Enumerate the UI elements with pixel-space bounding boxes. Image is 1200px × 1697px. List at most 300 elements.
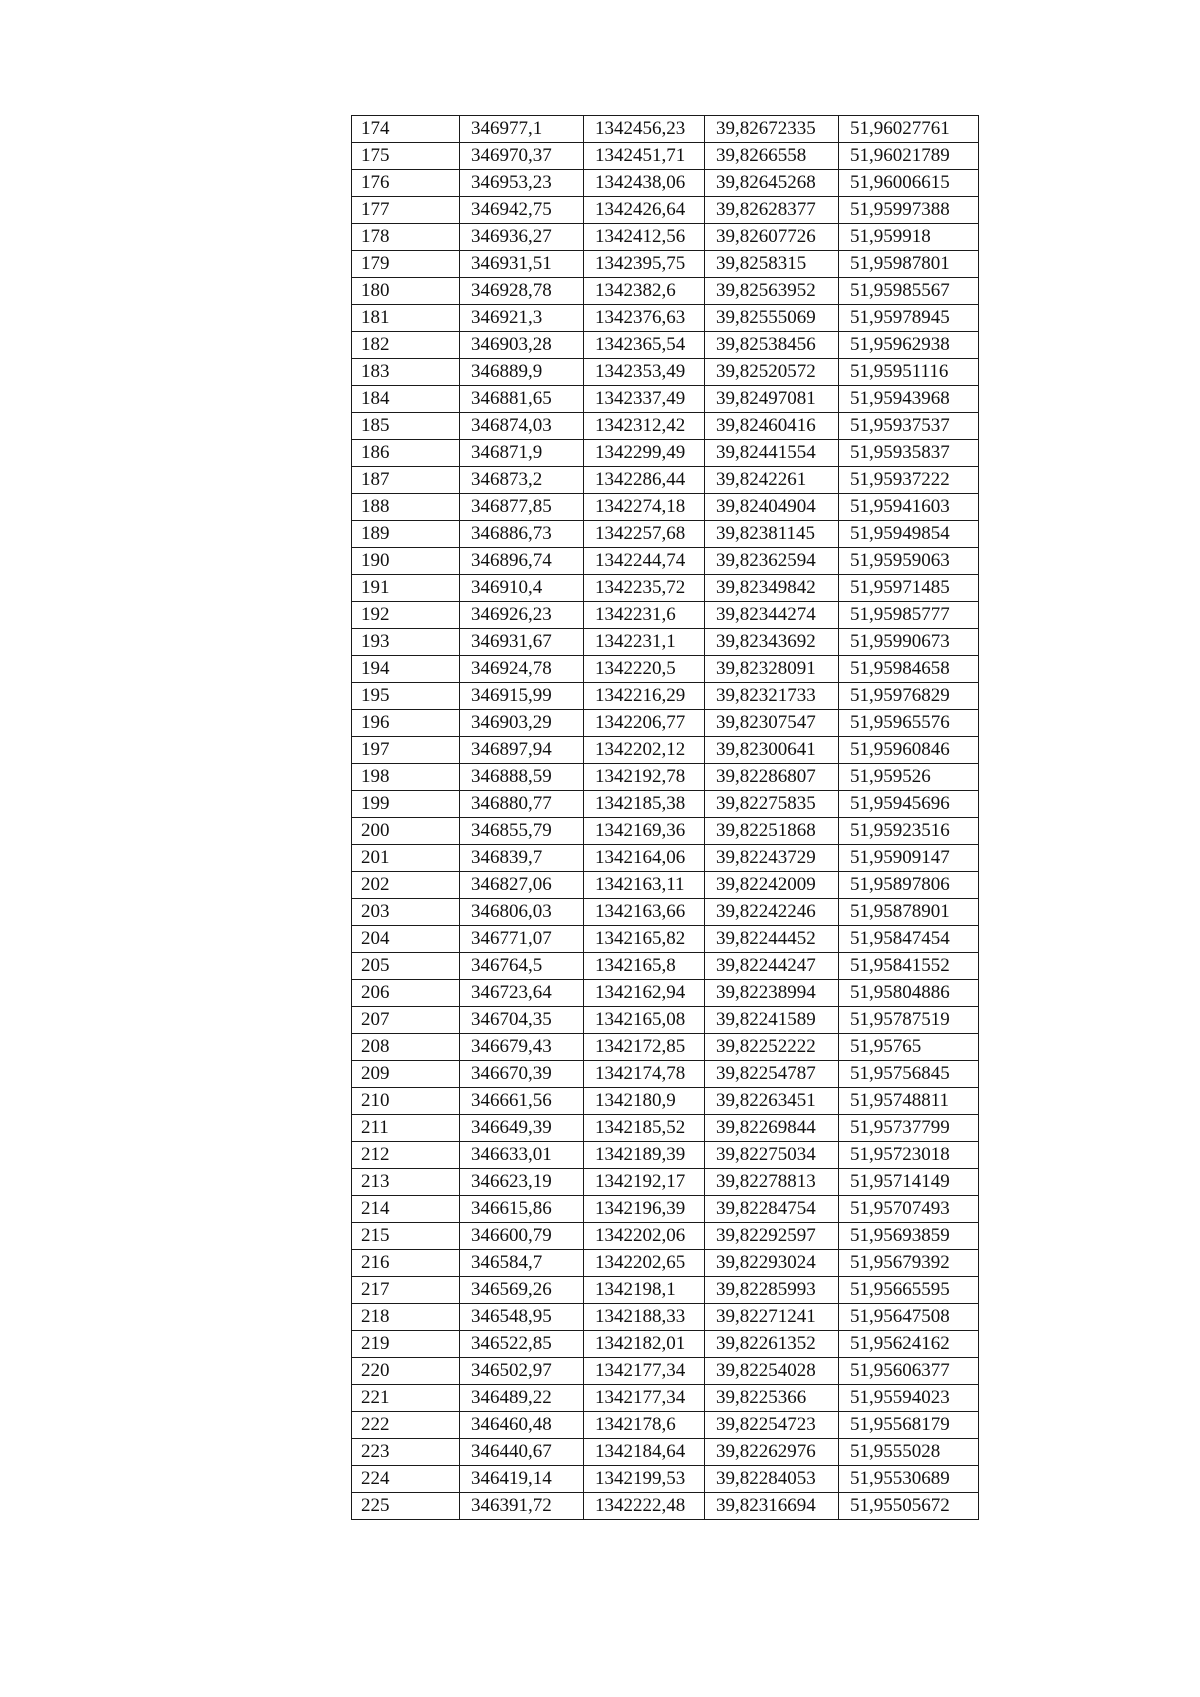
y-coordinate-cell: 1342220,5 [584,656,705,683]
y-coordinate-cell: 1342235,72 [584,575,705,602]
latitude-cell: 39,82349842 [705,575,839,602]
x-coordinate-cell: 346903,29 [460,710,584,737]
point-number-cell: 197 [352,737,460,764]
latitude-cell: 39,8225366 [705,1385,839,1412]
y-coordinate-cell: 1342412,56 [584,224,705,251]
longitude-cell: 51,96006615 [839,170,979,197]
table-row [352,251,979,278]
table-row [352,521,979,548]
longitude-cell: 51,959918 [839,224,979,251]
x-coordinate-cell: 346623,19 [460,1169,584,1196]
table-row [352,305,979,332]
longitude-cell: 51,95530689 [839,1466,979,1493]
table-row [352,818,979,845]
point-number-cell: 203 [352,899,460,926]
longitude-cell: 51,95976829 [839,683,979,710]
longitude-cell: 51,95665595 [839,1277,979,1304]
point-number-cell: 213 [352,1169,460,1196]
y-coordinate-cell: 1342286,44 [584,467,705,494]
longitude-cell: 51,95568179 [839,1412,979,1439]
longitude-cell: 51,95984658 [839,656,979,683]
point-number-cell: 183 [352,359,460,386]
x-coordinate-cell: 346670,39 [460,1061,584,1088]
x-coordinate-cell: 346928,78 [460,278,584,305]
x-coordinate-cell: 346873,2 [460,467,584,494]
table-row [352,926,979,953]
table-row [352,575,979,602]
table-row [352,683,979,710]
latitude-cell: 39,82271241 [705,1304,839,1331]
y-coordinate-cell: 1342337,49 [584,386,705,413]
latitude-cell: 39,82243729 [705,845,839,872]
point-number-cell: 219 [352,1331,460,1358]
latitude-cell: 39,82520572 [705,359,839,386]
table-row [352,602,979,629]
latitude-cell: 39,82607726 [705,224,839,251]
latitude-cell: 39,8266558 [705,143,839,170]
latitude-cell: 39,82328091 [705,656,839,683]
longitude-cell: 51,96021789 [839,143,979,170]
latitude-cell: 39,82316694 [705,1493,839,1520]
x-coordinate-cell: 346764,5 [460,953,584,980]
point-number-cell: 214 [352,1196,460,1223]
latitude-cell: 39,82460416 [705,413,839,440]
point-number-cell: 212 [352,1142,460,1169]
longitude-cell: 51,95693859 [839,1223,979,1250]
y-coordinate-cell: 1342165,82 [584,926,705,953]
longitude-cell: 51,95505672 [839,1493,979,1520]
table-row [352,1142,979,1169]
point-number-cell: 181 [352,305,460,332]
table-row [352,1304,979,1331]
x-coordinate-cell: 346839,7 [460,845,584,872]
table-row [352,359,979,386]
longitude-cell: 51,95960846 [839,737,979,764]
point-number-cell: 222 [352,1412,460,1439]
latitude-cell: 39,82344274 [705,602,839,629]
point-number-cell: 208 [352,1034,460,1061]
coordinates-table [351,115,979,1520]
latitude-cell: 39,82242009 [705,872,839,899]
y-coordinate-cell: 1342178,6 [584,1412,705,1439]
latitude-cell: 39,82563952 [705,278,839,305]
latitude-cell: 39,82275034 [705,1142,839,1169]
x-coordinate-cell: 346874,03 [460,413,584,440]
longitude-cell: 51,95878901 [839,899,979,926]
longitude-cell: 51,95985567 [839,278,979,305]
point-number-cell: 192 [352,602,460,629]
longitude-cell: 51,95990673 [839,629,979,656]
y-coordinate-cell: 1342199,53 [584,1466,705,1493]
latitude-cell: 39,82251868 [705,818,839,845]
point-number-cell: 179 [352,251,460,278]
y-coordinate-cell: 1342231,1 [584,629,705,656]
y-coordinate-cell: 1342382,6 [584,278,705,305]
longitude-cell: 51,95714149 [839,1169,979,1196]
table-row [352,413,979,440]
y-coordinate-cell: 1342312,42 [584,413,705,440]
table-row [352,629,979,656]
point-number-cell: 190 [352,548,460,575]
point-number-cell: 184 [352,386,460,413]
point-number-cell: 217 [352,1277,460,1304]
y-coordinate-cell: 1342163,11 [584,872,705,899]
y-coordinate-cell: 1342198,1 [584,1277,705,1304]
table-row [352,845,979,872]
x-coordinate-cell: 346880,77 [460,791,584,818]
y-coordinate-cell: 1342184,64 [584,1439,705,1466]
longitude-cell: 51,9555028 [839,1439,979,1466]
y-coordinate-cell: 1342189,39 [584,1142,705,1169]
longitude-cell: 51,95937222 [839,467,979,494]
x-coordinate-cell: 346977,1 [460,116,584,143]
longitude-cell: 51,95987801 [839,251,979,278]
latitude-cell: 39,82275835 [705,791,839,818]
longitude-cell: 51,95923516 [839,818,979,845]
point-number-cell: 225 [352,1493,460,1520]
table-row [352,791,979,818]
y-coordinate-cell: 1342257,68 [584,521,705,548]
x-coordinate-cell: 346871,9 [460,440,584,467]
x-coordinate-cell: 346569,26 [460,1277,584,1304]
x-coordinate-cell: 346827,06 [460,872,584,899]
x-coordinate-cell: 346910,4 [460,575,584,602]
point-number-cell: 191 [352,575,460,602]
point-number-cell: 176 [352,170,460,197]
longitude-cell: 51,95962938 [839,332,979,359]
longitude-cell: 51,95935837 [839,440,979,467]
latitude-cell: 39,82244452 [705,926,839,953]
table-row [352,1466,979,1493]
x-coordinate-cell: 346489,22 [460,1385,584,1412]
x-coordinate-cell: 346600,79 [460,1223,584,1250]
latitude-cell: 39,82404904 [705,494,839,521]
longitude-cell: 51,95707493 [839,1196,979,1223]
x-coordinate-cell: 346704,35 [460,1007,584,1034]
table-row [352,1088,979,1115]
point-number-cell: 221 [352,1385,460,1412]
x-coordinate-cell: 346931,51 [460,251,584,278]
x-coordinate-cell: 346771,07 [460,926,584,953]
y-coordinate-cell: 1342192,78 [584,764,705,791]
longitude-cell: 51,95945696 [839,791,979,818]
point-number-cell: 196 [352,710,460,737]
longitude-cell: 51,95723018 [839,1142,979,1169]
y-coordinate-cell: 1342163,66 [584,899,705,926]
longitude-cell: 51,95909147 [839,845,979,872]
y-coordinate-cell: 1342456,23 [584,116,705,143]
table-row [352,440,979,467]
y-coordinate-cell: 1342177,34 [584,1358,705,1385]
longitude-cell: 51,95959063 [839,548,979,575]
y-coordinate-cell: 1342182,01 [584,1331,705,1358]
longitude-cell: 51,95647508 [839,1304,979,1331]
longitude-cell: 51,95765 [839,1034,979,1061]
x-coordinate-cell: 346855,79 [460,818,584,845]
y-coordinate-cell: 1342202,65 [584,1250,705,1277]
point-number-cell: 224 [352,1466,460,1493]
point-number-cell: 202 [352,872,460,899]
longitude-cell: 51,95971485 [839,575,979,602]
longitude-cell: 51,95841552 [839,953,979,980]
latitude-cell: 39,82628377 [705,197,839,224]
table-row [352,1223,979,1250]
longitude-cell: 51,95756845 [839,1061,979,1088]
table-row [352,548,979,575]
y-coordinate-cell: 1342164,06 [584,845,705,872]
coordinates-table-body [352,116,979,1520]
y-coordinate-cell: 1342169,36 [584,818,705,845]
y-coordinate-cell: 1342202,06 [584,1223,705,1250]
table-row [352,170,979,197]
x-coordinate-cell: 346915,99 [460,683,584,710]
y-coordinate-cell: 1342365,54 [584,332,705,359]
table-row [352,332,979,359]
longitude-cell: 51,95951116 [839,359,979,386]
latitude-cell: 39,82672335 [705,116,839,143]
y-coordinate-cell: 1342185,38 [584,791,705,818]
y-coordinate-cell: 1342353,49 [584,359,705,386]
x-coordinate-cell: 346921,3 [460,305,584,332]
latitude-cell: 39,82293024 [705,1250,839,1277]
point-number-cell: 215 [352,1223,460,1250]
y-coordinate-cell: 1342196,39 [584,1196,705,1223]
latitude-cell: 39,82263451 [705,1088,839,1115]
y-coordinate-cell: 1342192,17 [584,1169,705,1196]
y-coordinate-cell: 1342426,64 [584,197,705,224]
point-number-cell: 185 [352,413,460,440]
y-coordinate-cell: 1342216,29 [584,683,705,710]
y-coordinate-cell: 1342165,08 [584,1007,705,1034]
table-row [352,1169,979,1196]
x-coordinate-cell: 346942,75 [460,197,584,224]
point-number-cell: 199 [352,791,460,818]
x-coordinate-cell: 346926,23 [460,602,584,629]
point-number-cell: 178 [352,224,460,251]
x-coordinate-cell: 346877,85 [460,494,584,521]
longitude-cell: 51,95997388 [839,197,979,224]
y-coordinate-cell: 1342299,49 [584,440,705,467]
y-coordinate-cell: 1342180,9 [584,1088,705,1115]
longitude-cell: 51,95606377 [839,1358,979,1385]
table-row [352,197,979,224]
y-coordinate-cell: 1342177,34 [584,1385,705,1412]
x-coordinate-cell: 346460,48 [460,1412,584,1439]
y-coordinate-cell: 1342165,8 [584,953,705,980]
point-number-cell: 188 [352,494,460,521]
x-coordinate-cell: 346903,28 [460,332,584,359]
latitude-cell: 39,82284754 [705,1196,839,1223]
y-coordinate-cell: 1342202,12 [584,737,705,764]
point-number-cell: 175 [352,143,460,170]
point-number-cell: 205 [352,953,460,980]
table-row [352,494,979,521]
point-number-cell: 194 [352,656,460,683]
y-coordinate-cell: 1342206,77 [584,710,705,737]
table-row [352,980,979,1007]
table-row [352,467,979,494]
point-number-cell: 209 [352,1061,460,1088]
x-coordinate-cell: 346896,74 [460,548,584,575]
point-number-cell: 218 [352,1304,460,1331]
table-row [352,1115,979,1142]
x-coordinate-cell: 346679,43 [460,1034,584,1061]
table-row [352,1331,979,1358]
y-coordinate-cell: 1342188,33 [584,1304,705,1331]
point-number-cell: 216 [352,1250,460,1277]
point-number-cell: 198 [352,764,460,791]
point-number-cell: 211 [352,1115,460,1142]
y-coordinate-cell: 1342174,78 [584,1061,705,1088]
table-row [352,143,979,170]
x-coordinate-cell: 346888,59 [460,764,584,791]
y-coordinate-cell: 1342376,63 [584,305,705,332]
x-coordinate-cell: 346633,01 [460,1142,584,1169]
y-coordinate-cell: 1342451,71 [584,143,705,170]
y-coordinate-cell: 1342244,74 [584,548,705,575]
longitude-cell: 51,95943968 [839,386,979,413]
latitude-cell: 39,82362594 [705,548,839,575]
latitude-cell: 39,82321733 [705,683,839,710]
longitude-cell: 51,95897806 [839,872,979,899]
longitude-cell: 51,959526 [839,764,979,791]
point-number-cell: 201 [352,845,460,872]
table-row [352,737,979,764]
y-coordinate-cell: 1342395,75 [584,251,705,278]
x-coordinate-cell: 346661,56 [460,1088,584,1115]
latitude-cell: 39,82241589 [705,1007,839,1034]
x-coordinate-cell: 346419,14 [460,1466,584,1493]
table-row [352,1034,979,1061]
latitude-cell: 39,82254787 [705,1061,839,1088]
point-number-cell: 177 [352,197,460,224]
longitude-cell: 51,95624162 [839,1331,979,1358]
longitude-cell: 51,95679392 [839,1250,979,1277]
longitude-cell: 51,95978945 [839,305,979,332]
point-number-cell: 223 [352,1439,460,1466]
latitude-cell: 39,8258315 [705,251,839,278]
y-coordinate-cell: 1342222,48 [584,1493,705,1520]
latitude-cell: 39,82441554 [705,440,839,467]
table-row [352,1061,979,1088]
point-number-cell: 206 [352,980,460,1007]
latitude-cell: 39,82244247 [705,953,839,980]
table-row [352,764,979,791]
x-coordinate-cell: 346548,95 [460,1304,584,1331]
latitude-cell: 39,82292597 [705,1223,839,1250]
x-coordinate-cell: 346522,85 [460,1331,584,1358]
latitude-cell: 39,82254723 [705,1412,839,1439]
table-row [352,656,979,683]
point-number-cell: 200 [352,818,460,845]
table-row [352,386,979,413]
point-number-cell: 174 [352,116,460,143]
x-coordinate-cell: 346806,03 [460,899,584,926]
latitude-cell: 39,82343692 [705,629,839,656]
point-number-cell: 186 [352,440,460,467]
table-row [352,899,979,926]
point-number-cell: 204 [352,926,460,953]
table-row [352,953,979,980]
latitude-cell: 39,82238994 [705,980,839,1007]
latitude-cell: 39,82262976 [705,1439,839,1466]
latitude-cell: 39,82284053 [705,1466,839,1493]
longitude-cell: 51,95787519 [839,1007,979,1034]
longitude-cell: 51,95937537 [839,413,979,440]
y-coordinate-cell: 1342162,94 [584,980,705,1007]
longitude-cell: 51,95804886 [839,980,979,1007]
latitude-cell: 39,82307547 [705,710,839,737]
longitude-cell: 51,95941603 [839,494,979,521]
latitude-cell: 39,82252222 [705,1034,839,1061]
table-row [352,1412,979,1439]
longitude-cell: 51,95594023 [839,1385,979,1412]
x-coordinate-cell: 346391,72 [460,1493,584,1520]
table-row [352,1007,979,1034]
y-coordinate-cell: 1342274,18 [584,494,705,521]
x-coordinate-cell: 346723,64 [460,980,584,1007]
table-row [352,1358,979,1385]
point-number-cell: 189 [352,521,460,548]
longitude-cell: 51,95985777 [839,602,979,629]
latitude-cell: 39,82497081 [705,386,839,413]
latitude-cell: 39,82555069 [705,305,839,332]
point-number-cell: 207 [352,1007,460,1034]
table-row [352,1439,979,1466]
latitude-cell: 39,82381145 [705,521,839,548]
longitude-cell: 51,95949854 [839,521,979,548]
point-number-cell: 210 [352,1088,460,1115]
x-coordinate-cell: 346615,86 [460,1196,584,1223]
latitude-cell: 39,82300641 [705,737,839,764]
x-coordinate-cell: 346936,27 [460,224,584,251]
latitude-cell: 39,82285993 [705,1277,839,1304]
latitude-cell: 39,82269844 [705,1115,839,1142]
latitude-cell: 39,82261352 [705,1331,839,1358]
latitude-cell: 39,82242246 [705,899,839,926]
table-row [352,1277,979,1304]
table-row [352,116,979,143]
point-number-cell: 187 [352,467,460,494]
table-row [352,710,979,737]
longitude-cell: 51,95847454 [839,926,979,953]
x-coordinate-cell: 346970,37 [460,143,584,170]
table-row [352,1493,979,1520]
y-coordinate-cell: 1342185,52 [584,1115,705,1142]
x-coordinate-cell: 346881,65 [460,386,584,413]
x-coordinate-cell: 346889,9 [460,359,584,386]
x-coordinate-cell: 346953,23 [460,170,584,197]
latitude-cell: 39,82538456 [705,332,839,359]
table-row [352,278,979,305]
table-row [352,224,979,251]
x-coordinate-cell: 346924,78 [460,656,584,683]
latitude-cell: 39,82645268 [705,170,839,197]
latitude-cell: 39,82278813 [705,1169,839,1196]
table-row [352,1385,979,1412]
longitude-cell: 51,95737799 [839,1115,979,1142]
point-number-cell: 182 [352,332,460,359]
longitude-cell: 51,95965576 [839,710,979,737]
x-coordinate-cell: 346502,97 [460,1358,584,1385]
y-coordinate-cell: 1342438,06 [584,170,705,197]
point-number-cell: 195 [352,683,460,710]
point-number-cell: 180 [352,278,460,305]
table-row [352,872,979,899]
y-coordinate-cell: 1342231,6 [584,602,705,629]
x-coordinate-cell: 346897,94 [460,737,584,764]
y-coordinate-cell: 1342172,85 [584,1034,705,1061]
